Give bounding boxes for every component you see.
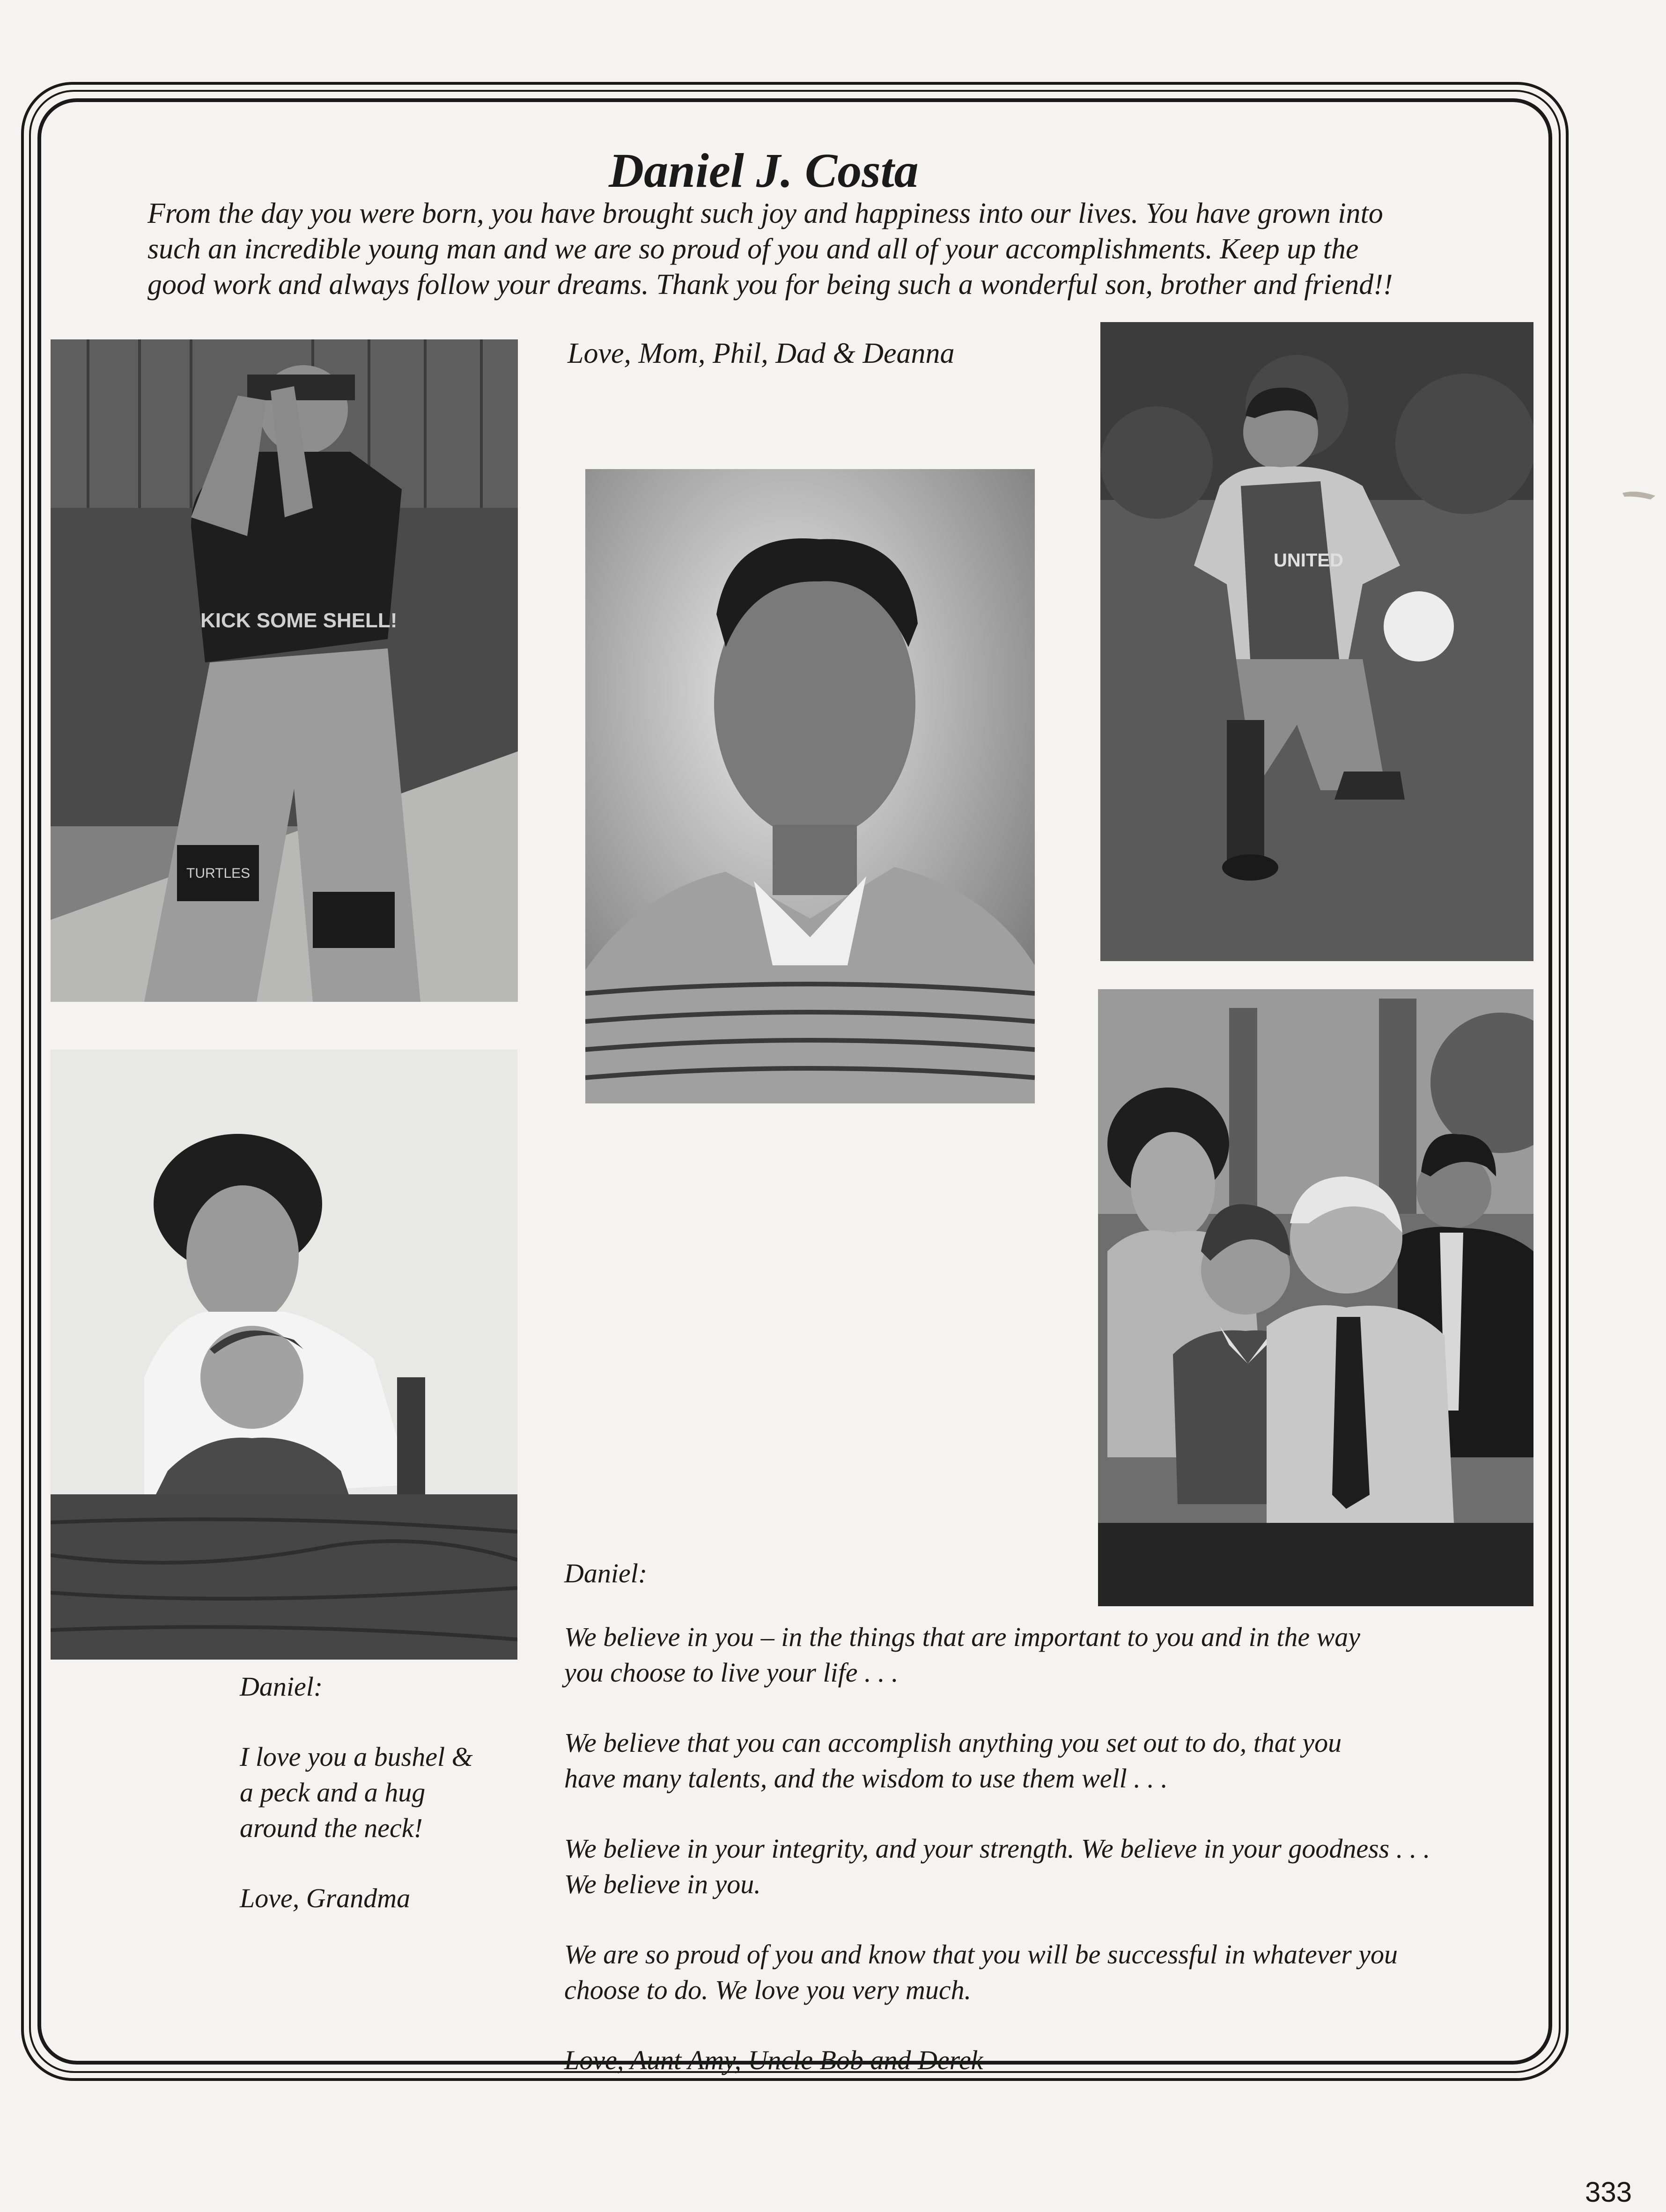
photo-child-karate (51, 339, 518, 1002)
jersey-text: UNITED (1274, 550, 1343, 571)
family-line: We believe that you can accomplish anything you set out to do, that you (564, 1727, 1342, 1758)
grandma-signoff: Love, Grandma (240, 1883, 411, 1913)
grandma-note (240, 1669, 539, 1951)
grandma-line: around the neck! (240, 1813, 423, 1843)
family-line: you choose to live your life . . . (564, 1657, 899, 1688)
family-note (564, 1556, 1477, 2113)
child-shirt-text: KICK SOME SHELL! (200, 609, 398, 632)
family-line: We believe in you. (564, 1869, 761, 1899)
paper-speck (1622, 489, 1655, 500)
photo-soccer-player (1100, 322, 1533, 961)
grandma-line: a peck and a hug (240, 1777, 426, 1808)
child-knee-text: TURTLES (186, 866, 251, 881)
intro-message: From the day you were born, you have brought such joy and happiness into our lives. You have grown into such an incredible young man and we are so proud of you and all of your accomplishments. Keep up the good work and always follow your dreams. Thank you for being such a wonderful son, brother and friend!! (147, 198, 1393, 301)
family-line: We are so proud of you and know that you will be successful in whatever you (564, 1939, 1398, 1969)
photo-senior-portrait (585, 469, 1035, 1103)
family-signoff: Love, Aunt Amy, Uncle Bob and Derek (564, 2045, 983, 2075)
photo-grandma-with-baby (51, 1050, 517, 1660)
family-line: We believe in your integrity, and your strength. We believe in your goodness . . . (564, 1833, 1430, 1864)
page-number: 333 (1585, 2176, 1632, 2208)
grandma-salutation: Daniel: (240, 1671, 323, 1702)
intro-signoff: Love, Mom, Phil, Dad & Deanna (568, 338, 955, 369)
family-line: We believe in you – in the things that are important to you and in the way (564, 1622, 1361, 1652)
page-title: Daniel J. Costa (609, 144, 919, 198)
photo-family-group (1098, 989, 1533, 1606)
family-line: choose to do. We love you very much. (564, 1975, 972, 2005)
family-line: have many talents, and the wisdom to use them well . . . (564, 1763, 1168, 1793)
grandma-line: I love you a bushel & (240, 1742, 473, 1772)
family-salutation: Daniel: (564, 1558, 648, 1588)
